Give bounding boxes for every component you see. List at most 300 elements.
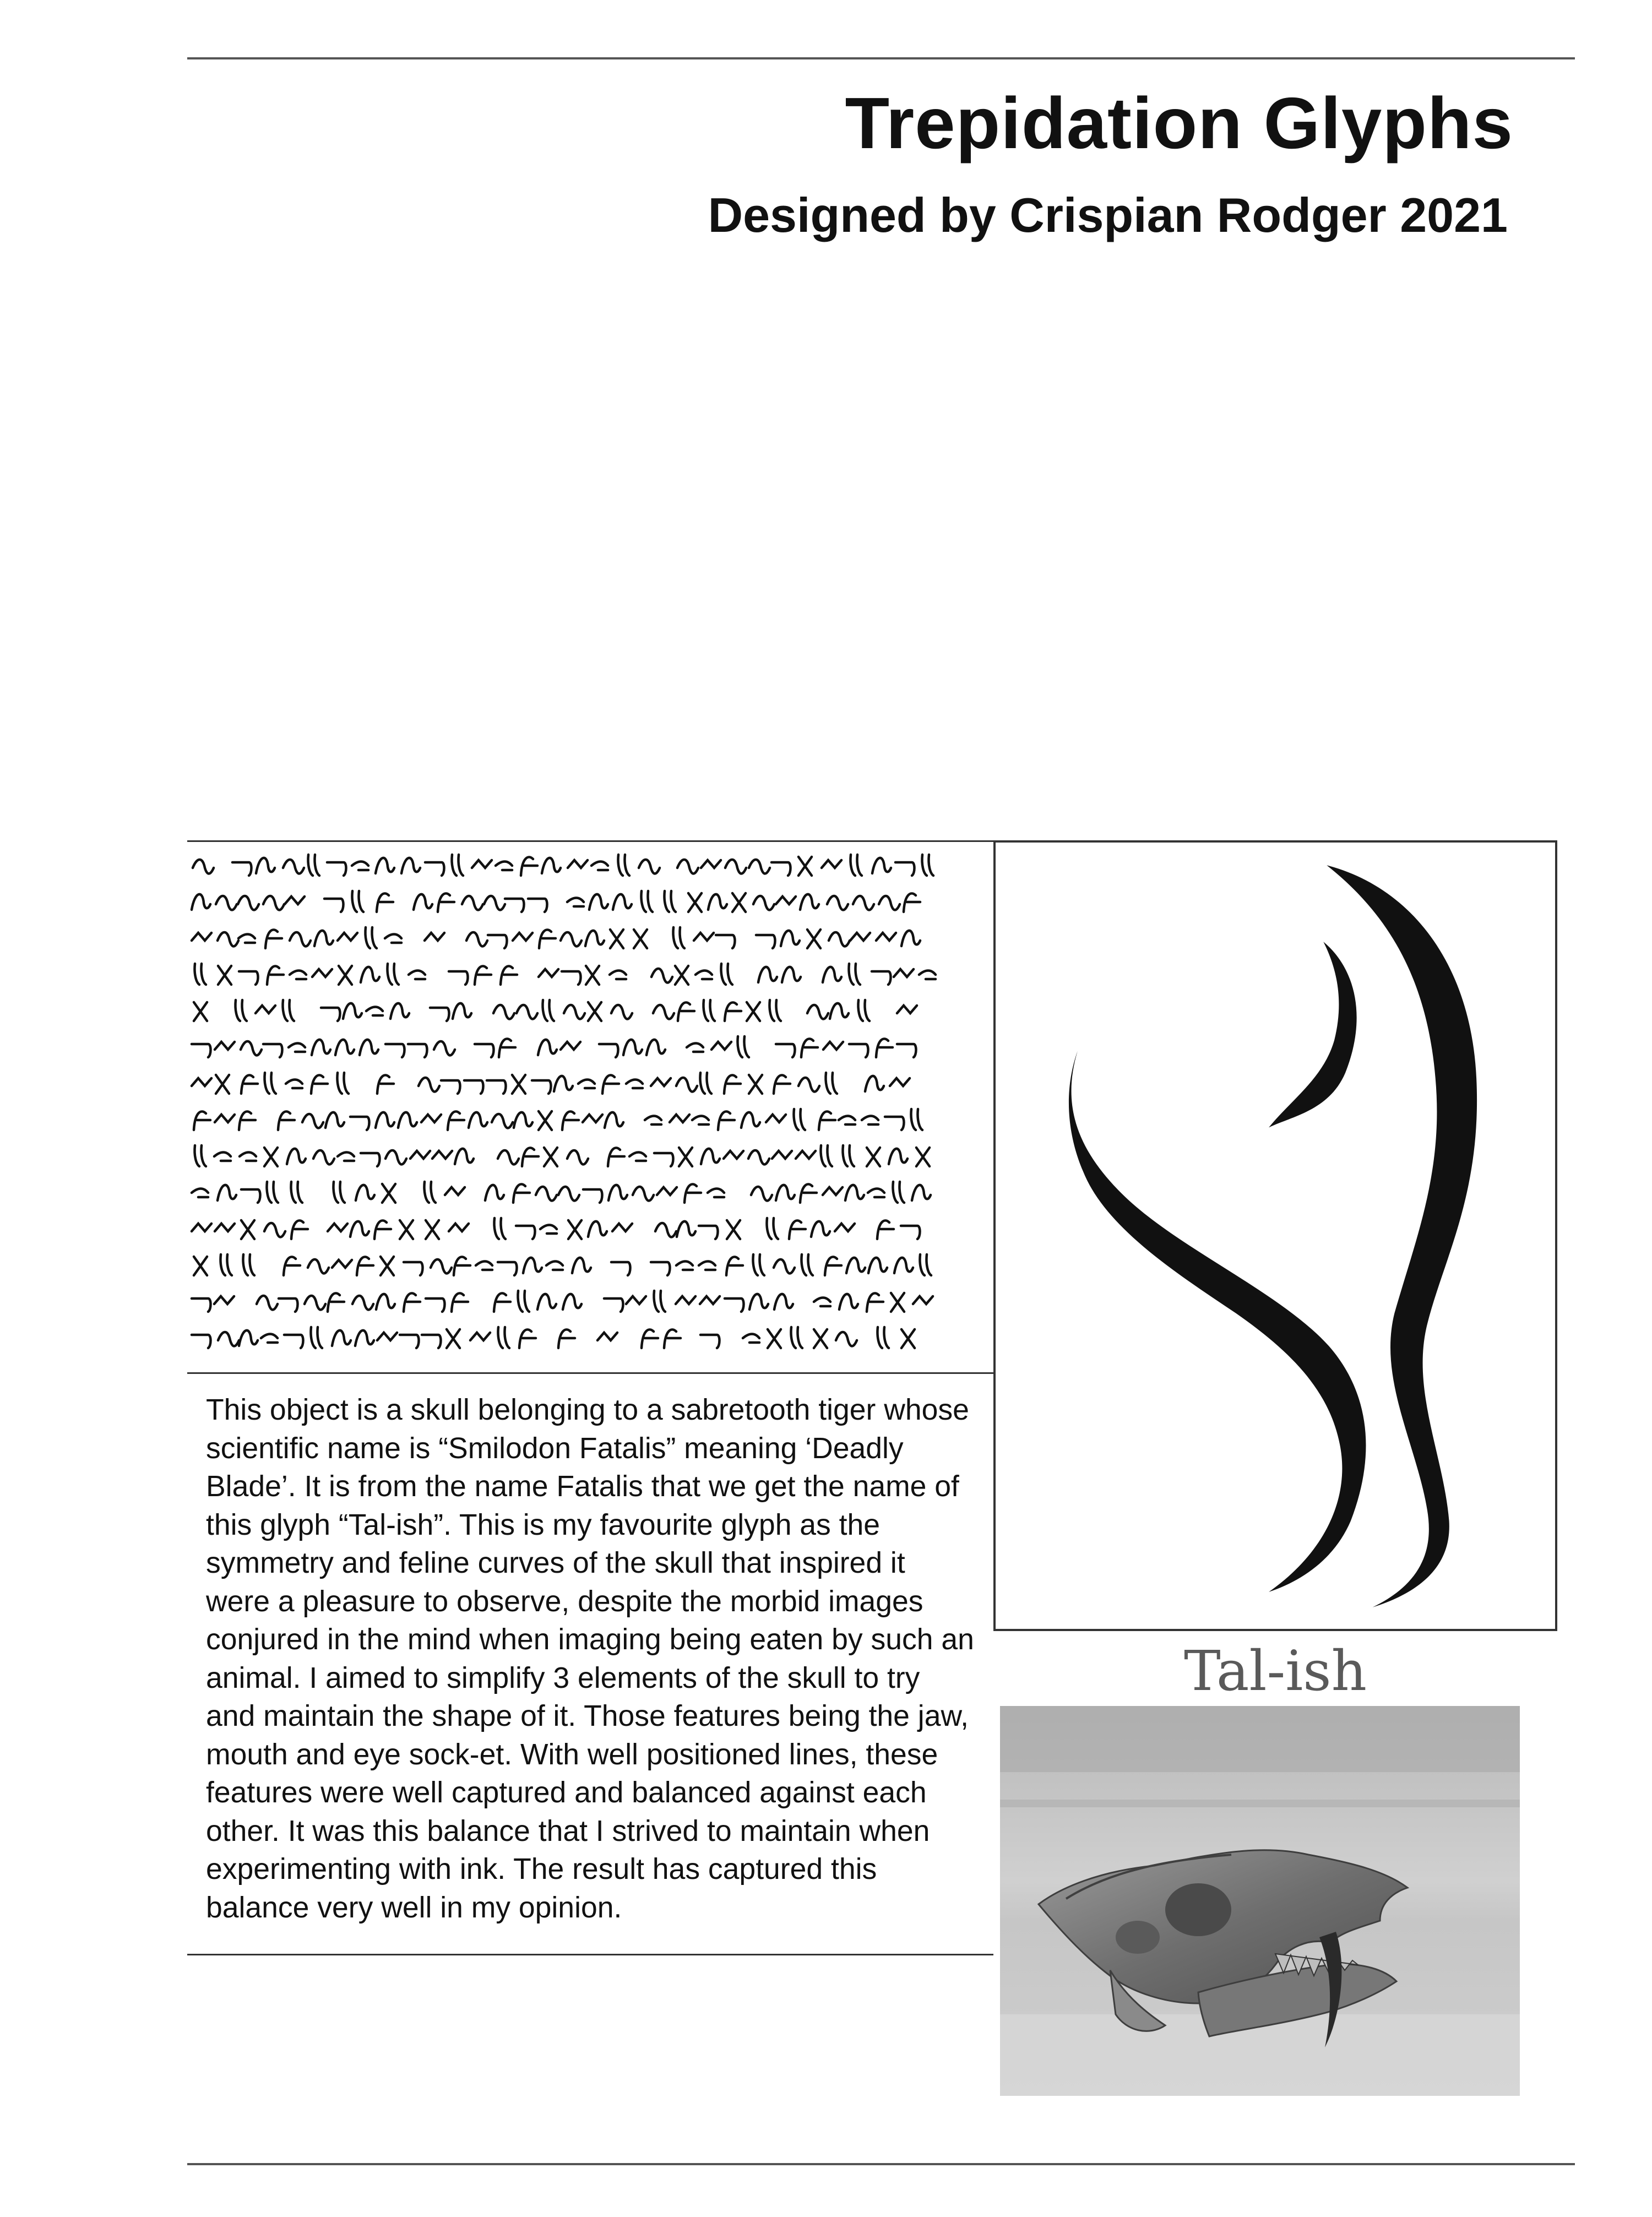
script-glyph-mark	[776, 1044, 795, 1057]
script-glyph-mark	[215, 1042, 235, 1050]
script-glyph-mark	[377, 893, 393, 912]
script-glyph-mark	[800, 894, 819, 910]
script-glyph-mark	[651, 969, 672, 983]
script-glyph-mark	[352, 1296, 373, 1310]
script-glyph-mark	[485, 1185, 504, 1200]
script-glyph-mark	[727, 1220, 740, 1239]
script-glyph-mark	[823, 967, 841, 982]
script-glyph-mark	[243, 1254, 254, 1275]
panel-divider-rule	[187, 1372, 993, 1374]
script-glyph-mark	[492, 1114, 513, 1128]
script-glyph-mark	[558, 1329, 575, 1348]
script-glyph-mark	[332, 1260, 352, 1268]
script-glyph-mark	[823, 1187, 843, 1195]
script-glyph-mark	[308, 855, 319, 876]
script-glyph-mark	[695, 971, 712, 980]
script-glyph-mark	[836, 1332, 857, 1346]
script-glyph-mark	[311, 1075, 328, 1094]
script-glyph-mark	[827, 896, 848, 910]
script-glyph-mark	[688, 893, 702, 912]
script-glyph-mark	[466, 932, 487, 947]
script-glyph-mark	[494, 1218, 506, 1239]
script-glyph-mark	[216, 1075, 229, 1094]
glyph-script-specimen	[187, 845, 992, 1368]
script-glyph-mark	[716, 935, 735, 948]
script-glyph-mark	[897, 1044, 916, 1057]
script-glyph-mark	[264, 1223, 285, 1237]
script-glyph-mark	[498, 1150, 519, 1165]
script-glyph-mark	[475, 966, 491, 985]
script-glyph-mark	[484, 896, 505, 910]
script-glyph-mark	[285, 896, 305, 904]
script-glyph-mark	[419, 1078, 439, 1092]
script-glyph-mark	[677, 1221, 695, 1237]
script-glyph-mark	[261, 1334, 278, 1343]
glyph-frame	[993, 840, 1557, 1631]
script-glyph-mark	[192, 894, 210, 910]
script-glyph-mark	[291, 1220, 308, 1239]
script-glyph-mark	[290, 971, 306, 980]
script-glyph-mark	[409, 971, 425, 980]
script-glyph-mark	[562, 971, 581, 985]
script-glyph-mark	[499, 1039, 515, 1057]
script-glyph-mark	[749, 1075, 762, 1094]
script-glyph-mark	[214, 1153, 231, 1161]
script-glyph-mark	[591, 862, 608, 871]
script-glyph-mark	[538, 1040, 557, 1055]
script-glyph-mark	[333, 1182, 345, 1203]
script-glyph-mark	[889, 1149, 907, 1164]
script-glyph-mark	[488, 935, 507, 948]
script-glyph-mark	[455, 1149, 474, 1164]
script-glyph-mark	[387, 964, 399, 985]
script-glyph-mark	[361, 967, 379, 982]
script-glyph-mark	[700, 1073, 711, 1094]
script-glyph-mark	[214, 1296, 234, 1304]
script-glyph-mark	[629, 1153, 646, 1161]
script-glyph-mark	[641, 891, 653, 912]
script-glyph-mark	[408, 1044, 427, 1057]
script-glyph-mark	[839, 1294, 858, 1309]
script-glyph-mark	[877, 1327, 889, 1348]
script-glyph-mark	[441, 1080, 460, 1094]
script-glyph-mark	[426, 1220, 439, 1239]
script-glyph-mark	[232, 862, 252, 876]
script-glyph-mark	[583, 1115, 602, 1122]
script-glyph-mark	[578, 1080, 595, 1089]
script-glyph-mark	[445, 1187, 465, 1195]
script-glyph-mark	[608, 1148, 624, 1166]
script-glyph-mark	[523, 1258, 542, 1273]
script-glyph-mark	[768, 1329, 781, 1348]
script-glyph-mark	[897, 1006, 917, 1013]
script-glyph-mark	[287, 1149, 306, 1164]
script-glyph-mark	[868, 1258, 887, 1273]
script-glyph-mark	[321, 1008, 340, 1021]
script-glyph-mark	[563, 1294, 582, 1309]
script-glyph-mark	[664, 1329, 681, 1348]
script-glyph-mark	[312, 1040, 330, 1055]
script-glyph-mark	[192, 1189, 208, 1198]
script-glyph-mark	[801, 1039, 818, 1057]
script-glyph-mark	[664, 891, 676, 912]
script-glyph-mark	[335, 1040, 354, 1055]
script-glyph-mark	[645, 1116, 661, 1125]
script-glyph-mark	[583, 1189, 602, 1203]
script-glyph-mark	[771, 862, 791, 876]
script-glyph-mark	[239, 1111, 256, 1130]
script-glyph-mark	[239, 971, 258, 985]
script-glyph-mark	[311, 1327, 322, 1348]
script-glyph-mark	[355, 1330, 374, 1346]
script-glyph-mark	[513, 1184, 530, 1203]
script-glyph-mark	[263, 896, 284, 910]
script-glyph-mark	[585, 931, 604, 946]
script-glyph-mark	[487, 1080, 506, 1094]
script-glyph-mark	[356, 1185, 374, 1200]
script-glyph-mark	[385, 1150, 406, 1165]
script-glyph-mark	[820, 1145, 832, 1166]
script-glyph-mark	[332, 1330, 351, 1346]
script-glyph-mark	[265, 930, 282, 948]
script-glyph-mark	[447, 1329, 460, 1348]
script-glyph-mark	[350, 1117, 369, 1130]
script-glyph-mark	[633, 1187, 654, 1201]
script-glyph-mark	[774, 1259, 795, 1274]
script-glyph-mark	[192, 1044, 211, 1057]
script-glyph-mark	[501, 966, 517, 985]
script-glyph-mark	[365, 927, 377, 948]
script-glyph-mark	[894, 969, 914, 977]
script-glyph-mark	[404, 1293, 420, 1312]
script-glyph-mark	[496, 862, 512, 871]
script-glyph-mark	[567, 1150, 588, 1165]
script-glyph-mark	[876, 1039, 893, 1057]
script-glyph-mark	[470, 1333, 490, 1340]
script-glyph-mark	[599, 1044, 618, 1057]
script-glyph-mark	[913, 1296, 933, 1304]
script-glyph-mark	[374, 1220, 391, 1239]
top-rule	[187, 57, 1575, 59]
script-glyph-mark	[493, 1005, 514, 1019]
script-glyph-mark	[432, 1151, 452, 1159]
script-glyph-mark	[732, 893, 746, 912]
script-glyph-mark	[676, 1078, 697, 1092]
script-glyph-mark	[673, 927, 684, 948]
script-glyph-mark	[257, 1296, 278, 1310]
script-glyph-mark	[542, 1000, 554, 1021]
script-glyph-mark	[532, 1080, 551, 1094]
script-glyph-mark	[283, 860, 304, 874]
script-glyph-mark	[414, 894, 432, 910]
script-glyph-mark	[747, 1002, 760, 1021]
script-glyph-mark	[449, 1224, 469, 1231]
script-glyph-mark	[699, 1262, 715, 1270]
script-glyph-mark	[291, 1182, 302, 1203]
script-glyph-mark	[850, 855, 862, 876]
script-glyph-mark	[290, 932, 311, 947]
script-glyph-mark	[513, 933, 532, 941]
script-glyph-mark	[376, 858, 394, 873]
script-glyph-mark	[684, 1184, 701, 1203]
script-glyph-mark	[472, 860, 492, 868]
script-glyph-mark	[724, 1075, 741, 1094]
script-glyph-mark	[554, 1076, 573, 1091]
script-glyph-mark	[522, 1148, 539, 1166]
script-glyph-mark	[608, 1185, 627, 1200]
script-glyph-mark	[264, 1073, 276, 1094]
script-glyph-mark	[385, 934, 401, 943]
script-glyph-mark	[766, 1115, 786, 1122]
script-glyph-mark	[302, 1114, 323, 1128]
script-glyph-mark	[539, 1111, 552, 1130]
script-glyph-mark	[753, 1254, 764, 1275]
script-glyph-mark	[876, 933, 896, 941]
script-glyph-mark	[434, 1041, 455, 1056]
script-glyph-mark	[239, 1330, 258, 1346]
script-glyph-mark	[916, 1148, 930, 1166]
script-glyph-mark	[539, 969, 558, 977]
script-glyph-mark	[843, 1145, 854, 1166]
script-glyph-mark	[725, 860, 746, 874]
script-glyph-mark	[516, 1226, 535, 1239]
script-glyph-mark	[605, 1112, 623, 1128]
script-glyph-mark	[822, 860, 841, 868]
script-glyph-mark	[920, 1254, 931, 1275]
script-glyph-mark	[539, 930, 556, 948]
script-glyph-mark	[604, 1298, 623, 1312]
script-glyph-mark	[700, 1296, 720, 1304]
script-glyph-mark	[284, 1257, 300, 1275]
tal-ish-glyph-icon	[996, 843, 1555, 1629]
script-glyph-mark	[867, 1293, 883, 1312]
script-glyph-mark	[623, 1040, 642, 1055]
script-glyph-mark	[218, 1185, 236, 1200]
script-glyph-mark	[849, 1044, 868, 1057]
script-glyph-mark	[425, 933, 444, 941]
script-glyph-mark	[726, 1257, 743, 1275]
script-glyph-mark	[703, 1000, 715, 1021]
script-glyph-mark	[194, 964, 206, 985]
script-glyph-mark	[687, 1044, 703, 1052]
script-glyph-mark	[588, 1221, 607, 1237]
script-glyph-mark	[564, 1005, 585, 1019]
script-glyph-mark	[194, 1111, 210, 1130]
script-glyph-mark	[194, 1002, 207, 1021]
text-panel	[187, 840, 992, 1955]
script-glyph-mark	[849, 964, 860, 985]
script-glyph-mark	[338, 933, 357, 941]
page-subtitle: Designed by Crispian Rodger 2021	[708, 188, 1508, 242]
script-glyph-mark	[235, 1000, 247, 1021]
script-glyph-mark	[611, 1262, 631, 1275]
script-glyph-mark	[517, 1005, 537, 1019]
script-glyph-mark	[701, 1149, 720, 1164]
script-glyph-mark	[794, 1109, 805, 1130]
script-glyph-mark	[700, 1335, 720, 1348]
script-glyph-mark	[904, 893, 920, 912]
script-glyph-mark	[610, 930, 623, 948]
script-glyph-mark	[798, 1078, 819, 1092]
script-glyph-mark	[774, 1294, 793, 1309]
script-glyph-mark	[611, 1005, 632, 1019]
script-glyph-mark	[725, 1002, 741, 1021]
script-glyph-mark	[835, 1224, 855, 1231]
script-glyph-mark	[922, 855, 933, 876]
script-glyph-mark	[612, 1224, 632, 1231]
script-glyph-mark	[602, 1075, 619, 1094]
script-glyph-mark	[567, 898, 584, 907]
script-glyph-mark	[241, 1220, 254, 1239]
script-glyph-mark	[537, 1294, 556, 1309]
script-glyph-mark	[872, 858, 891, 873]
script-glyph-mark	[789, 1220, 806, 1239]
script-glyph-mark	[597, 1333, 617, 1340]
script-glyph-mark	[425, 862, 444, 876]
script-glyph-mark	[512, 1075, 525, 1094]
script-glyph-mark	[327, 862, 346, 876]
script-glyph-mark	[753, 896, 774, 910]
script-glyph-mark	[725, 1298, 744, 1312]
script-glyph-mark	[469, 1112, 487, 1128]
script-glyph-mark	[241, 1041, 262, 1056]
script-glyph-mark	[654, 1291, 665, 1312]
script-glyph-mark	[653, 1005, 674, 1019]
panel-top-rule	[187, 840, 993, 842]
script-glyph-mark	[215, 1115, 235, 1122]
description-paragraph: This object is a skull belonging to a sabretooth tiger whose scientific name is “Smilodon Fatalis” meaning ‘Deadly Blade’. It is from the name Fatalis that we get the name of this glyph “Tal-ish”. This is my favourite glyph as the symmetry and feline curves of the skull that inspired it were a pleasure to observe, despite the morbid images conjured in the mind when imaging being eaten by such an animal. I aimed to simplify 3 elements of the skull to try and maintain the shape of it. Those features being the jaw, mouth and eye sock-et. With well positioned lines, these features were well captured and balanced against each other. It was this balance that I strived to maintain when experimenting with ink. The result has captured this balance very well in my opinion.	[206, 1394, 974, 1924]
script-glyph-mark	[284, 1335, 303, 1348]
script-glyph-mark	[430, 1008, 449, 1021]
script-glyph-mark	[390, 1003, 409, 1019]
script-glyph-mark	[701, 860, 721, 868]
script-glyph-mark	[238, 896, 259, 910]
script-glyph-mark	[464, 1080, 483, 1094]
script-glyph-mark	[796, 1151, 816, 1159]
script-glyph-mark	[305, 1296, 325, 1310]
glyph-name-label: Tal-ish	[1183, 1639, 1367, 1703]
script-glyph-mark	[858, 1000, 870, 1021]
script-glyph-mark	[801, 1254, 813, 1275]
script-glyph-mark	[267, 966, 284, 985]
script-glyph-mark	[382, 1184, 395, 1203]
script-glyph-mark	[561, 932, 582, 947]
script-glyph-mark	[192, 1335, 211, 1348]
script-glyph-mark	[694, 933, 714, 941]
script-glyph-mark	[422, 1335, 441, 1348]
script-glyph-mark	[192, 1078, 211, 1086]
script-glyph-mark	[737, 1036, 749, 1057]
script-glyph-mark	[646, 1040, 665, 1055]
script-glyph-mark	[830, 1003, 849, 1019]
script-glyph-mark	[814, 1329, 827, 1348]
script-glyph-mark	[769, 1000, 781, 1021]
script-glyph-mark	[352, 891, 363, 912]
script-glyph-mark	[325, 1112, 344, 1128]
script-glyph-mark	[514, 1112, 532, 1128]
script-glyph-mark	[890, 1078, 910, 1086]
script-glyph-mark	[868, 1189, 884, 1198]
script-glyph-mark	[518, 1291, 529, 1312]
script-glyph-mark	[568, 860, 588, 868]
script-glyph-mark	[476, 1262, 492, 1270]
script-glyph-mark	[404, 1262, 423, 1275]
script-glyph-mark	[449, 971, 468, 985]
script-glyph-mark	[238, 934, 255, 943]
skull-photo	[1000, 1706, 1520, 2096]
script-glyph-mark	[240, 1153, 256, 1161]
script-glyph-mark	[385, 1044, 405, 1057]
sabretooth-skull-image	[1000, 1706, 1520, 2096]
script-glyph-mark	[825, 1073, 837, 1094]
script-glyph-mark	[912, 1185, 931, 1200]
script-glyph-mark	[528, 899, 547, 912]
script-glyph-mark	[263, 1044, 282, 1057]
script-glyph-mark	[825, 1257, 841, 1275]
script-glyph-mark	[452, 1293, 468, 1312]
script-glyph-mark	[724, 1151, 743, 1159]
script-glyph-mark	[544, 1148, 557, 1166]
script-glyph-mark	[872, 971, 891, 985]
script-glyph-mark	[328, 1293, 344, 1312]
script-glyph-mark	[426, 1298, 445, 1312]
script-glyph-mark	[807, 930, 820, 948]
script-glyph-mark	[829, 932, 850, 947]
script-glyph-mark	[791, 1327, 802, 1348]
script-glyph-mark	[350, 1221, 369, 1237]
script-glyph-mark	[568, 1220, 582, 1239]
script-glyph-mark	[218, 1332, 239, 1346]
script-glyph-mark	[282, 1000, 294, 1021]
script-glyph-mark	[289, 1044, 305, 1052]
script-glyph-mark	[901, 1226, 920, 1239]
script-glyph-mark	[642, 1329, 658, 1348]
script-glyph-mark	[807, 1005, 828, 1019]
script-glyph-mark	[220, 1254, 232, 1275]
script-glyph-mark	[376, 1294, 395, 1309]
script-glyph-mark	[588, 1002, 601, 1021]
script-glyph-mark	[328, 1224, 347, 1231]
script-glyph-mark	[448, 1111, 464, 1130]
script-glyph-mark	[654, 1153, 673, 1166]
script-glyph-mark	[536, 1187, 557, 1201]
script-glyph-mark	[256, 858, 275, 873]
script-glyph-mark	[194, 1145, 206, 1166]
script-glyph-mark	[286, 1080, 302, 1089]
script-glyph-mark	[708, 894, 727, 910]
glyph-left-stroke	[1069, 1051, 1366, 1592]
script-glyph-mark	[651, 1262, 670, 1275]
script-glyph-mark	[324, 899, 344, 912]
script-glyph-mark	[679, 1148, 692, 1166]
script-glyph-mark	[431, 1259, 452, 1274]
script-glyph-mark	[308, 1259, 329, 1274]
script-glyph-mark	[453, 1003, 471, 1019]
script-glyph-mark	[398, 1112, 417, 1128]
script-glyph-mark	[798, 857, 812, 876]
script-glyph-mark	[352, 862, 368, 871]
script-glyph-mark	[438, 893, 454, 912]
script-glyph-mark	[756, 935, 775, 948]
bottom-rule	[187, 2163, 1575, 2165]
script-glyph-mark	[626, 1296, 646, 1304]
script-glyph-mark	[546, 1262, 563, 1270]
script-glyph-mark	[558, 1187, 579, 1201]
script-glyph-mark	[521, 857, 537, 876]
script-glyph-mark	[410, 1151, 430, 1159]
script-glyph-mark	[839, 1116, 855, 1125]
script-glyph-mark	[772, 1151, 792, 1159]
